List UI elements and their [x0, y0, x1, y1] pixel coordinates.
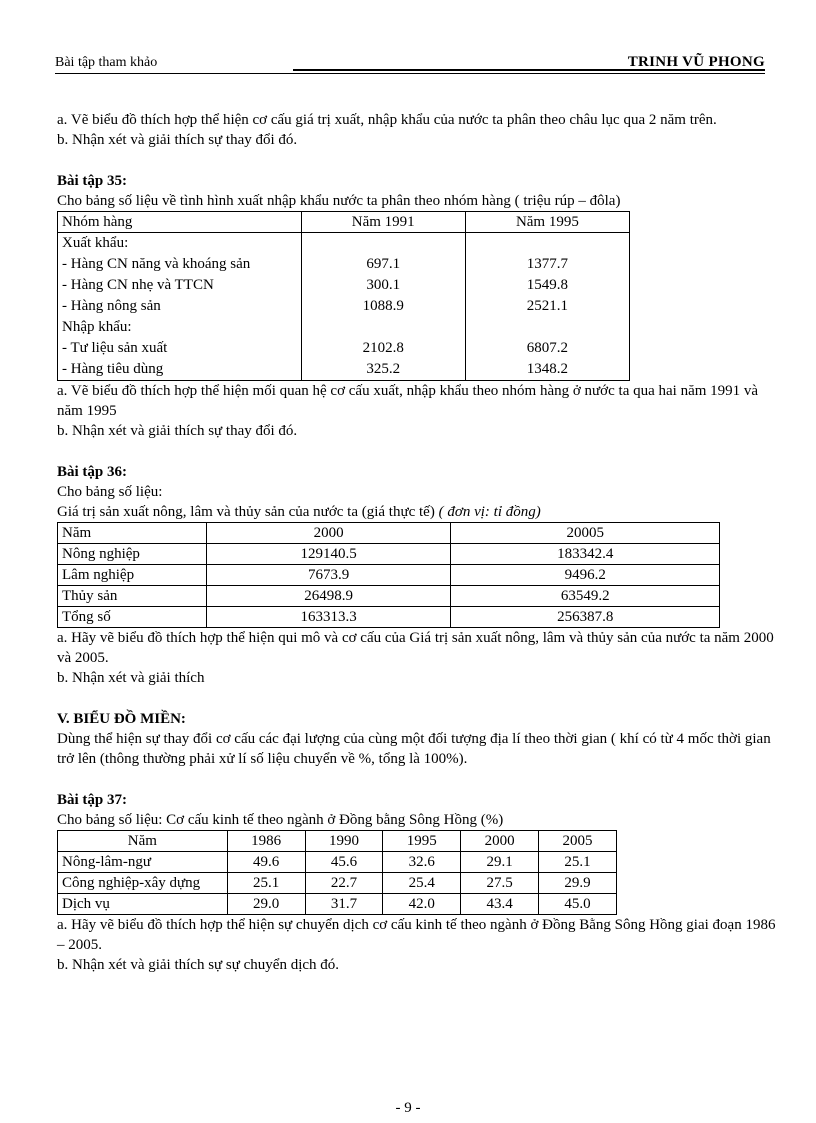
- table-header-cell: Nhóm hàng: [58, 212, 302, 233]
- ex36-table: [57, 522, 720, 628]
- ex35-group-labels: [58, 233, 302, 381]
- table-cell: Nhập khẩu:: [62, 319, 132, 335]
- table-row: [58, 565, 720, 586]
- table-header-cell: 1995: [383, 831, 461, 852]
- table-cell: 45.6: [305, 852, 383, 873]
- table-cell: 1348.2: [526, 361, 569, 377]
- ex36-title: Bài tập 36:: [57, 464, 128, 480]
- table-cell: Nông-lâm-ngư: [58, 852, 228, 873]
- table-cell: 1549.8: [526, 277, 569, 293]
- table-cell: 25.1: [227, 873, 305, 894]
- ex36-task-a: a. Hãy vẽ biểu đồ thích hợp thể hiện qui mô và cơ cấu của Giá trị sản xuất nông, lâm và thủy sản của nước ta năm 2000 và 2005.: [57, 630, 774, 666]
- table-header-cell: 2005: [539, 831, 617, 852]
- table-cell: 22.7: [305, 873, 383, 894]
- table-header-cell: Năm 1991: [301, 212, 465, 233]
- intro-task-a: a. Vẽ biểu đồ thích hợp thể hiện cơ cấu giá trị xuất, nhập khẩu của nước ta phân theo châu lục qua 2 năm trên.: [57, 112, 717, 128]
- table-cell: 256387.8: [451, 607, 720, 628]
- table-cell: Tổng số: [58, 607, 207, 628]
- section-5-description: Dùng thể hiện sự thay đổi cơ cấu các đại lượng của cùng một đối tượng địa lí theo thời gian ( khí có từ 4 mốc thời gian trở lên (thông thường phải xử lí số liệu chuyển về %, tổng là 100%).: [57, 731, 771, 767]
- table-cell: 43.4: [461, 894, 539, 915]
- ex35-values-1991: [301, 233, 465, 381]
- table-cell: - Hàng nông sản: [62, 298, 161, 314]
- table-cell: [306, 233, 461, 254]
- table-cell: 1088.9: [362, 298, 404, 314]
- table-header-cell: Năm: [58, 831, 228, 852]
- ex37-table: [57, 830, 617, 915]
- table-row: [58, 544, 720, 565]
- page-number: - 9 -: [395, 1100, 421, 1116]
- table-cell: Dịch vụ: [58, 894, 228, 915]
- table-cell: 29.1: [461, 852, 539, 873]
- ex35-description: Cho bảng số liệu về tình hình xuất nhập khẩu nước ta phân theo nhóm hàng ( triệu rúp – đôla): [57, 193, 621, 209]
- table-cell: 9496.2: [451, 565, 720, 586]
- table-cell: 325.2: [366, 361, 401, 377]
- table-cell: 1377.7: [526, 256, 569, 272]
- table-row: [58, 894, 617, 915]
- table-row: [58, 607, 720, 628]
- page-content: [57, 110, 777, 975]
- table-cell: 26498.9: [206, 586, 451, 607]
- intro-task-b: b. Nhận xét và giải thích sự thay đổi đó.: [57, 132, 298, 148]
- ex35-task-b: b. Nhận xét và giải thích sự thay đổi đó.: [57, 423, 298, 439]
- table-header-row: [58, 831, 617, 852]
- table-cell: 25.4: [383, 873, 461, 894]
- header-author: TRINH VŨ PHONG: [627, 54, 765, 70]
- ex36-intro: Cho bảng số liệu:: [57, 484, 163, 500]
- table-cell: [470, 233, 625, 254]
- table-cell: 2521.1: [526, 298, 569, 314]
- table-cell: 7673.9: [206, 565, 451, 586]
- table-cell: 45.0: [539, 894, 617, 915]
- header-rule-thin: [55, 73, 765, 74]
- table-cell: 42.0: [383, 894, 461, 915]
- table-cell: 163313.3: [206, 607, 451, 628]
- ex36-caption: [57, 502, 777, 522]
- table-cell: 6807.2: [526, 340, 569, 356]
- table-cell: 29.0: [227, 894, 305, 915]
- table-cell: Công nghiệp-xây dựng: [58, 873, 228, 894]
- table-row: [58, 586, 720, 607]
- table-header-row: [58, 523, 720, 544]
- ex36-caption-text: Giá trị sản xuất nông, lâm và thủy sản của nước ta (giá thực tế): [57, 504, 435, 520]
- table-cell: 25.1: [539, 852, 617, 873]
- table-cell: Lâm nghiệp: [58, 565, 207, 586]
- table-cell: - Hàng tiêu dùng: [62, 361, 164, 377]
- ex37-title: Bài tập 37:: [57, 792, 128, 808]
- ex35-task-a: a. Vẽ biểu đồ thích hợp thể hiện mối quan hệ cơ cấu xuất, nhập khẩu theo nhóm hàng ở nước ta qua hai năm 1991 và năm 1995: [57, 383, 759, 419]
- ex35-table: [57, 211, 630, 381]
- table-header-cell: 2000: [461, 831, 539, 852]
- table-header-cell: Năm: [58, 523, 207, 544]
- table-cell: 27.5: [461, 873, 539, 894]
- table-header-cell: Năm 1995: [465, 212, 629, 233]
- ex35-values-1995: [465, 233, 629, 381]
- table-cell: 29.9: [539, 873, 617, 894]
- table-cell: Thủy sản: [58, 586, 207, 607]
- table-cell: - Tư liệu sản xuất: [62, 340, 168, 356]
- ex36-task-b: b. Nhận xét và giải thích: [57, 670, 205, 686]
- table-cell: Xuất khẩu:: [62, 235, 129, 251]
- ex37-task-b: b. Nhận xét và giải thích sự sự chuyển dịch đó.: [57, 957, 340, 973]
- ex37-task-a: a. Hãy vẽ biểu đồ thích hợp thể hiện sự chuyển dịch cơ cấu kinh tế theo ngành ở Đồng Bằng Sông Hồng giai đoạn 1986 – 2005.: [57, 917, 776, 953]
- table-cell: - Hàng CN năng và khoáng sản: [62, 256, 251, 272]
- table-cell: [470, 317, 625, 338]
- ex35-title: Bài tập 35:: [57, 173, 128, 189]
- ex36-caption-unit: ( đơn vị: tỉ đồng): [438, 504, 541, 520]
- header-left-text: Bài tập tham khảo: [55, 55, 158, 70]
- table-cell: - Hàng CN nhẹ và TTCN: [62, 277, 214, 293]
- ex37-caption: Cho bảng số liệu: Cơ cấu kinh tế theo ngành ở Đồng bằng Sông Hồng (%): [57, 812, 504, 828]
- table-cell: [306, 317, 461, 338]
- table-row: [58, 873, 617, 894]
- page-header: [55, 52, 765, 74]
- table-cell: Nông nghiệp: [58, 544, 207, 565]
- table-cell: 2102.8: [362, 340, 404, 356]
- table-cell: 300.1: [366, 277, 401, 293]
- table-header-cell: 20005: [451, 523, 720, 544]
- table-cell: 49.6: [227, 852, 305, 873]
- table-header-cell: 1986: [227, 831, 305, 852]
- table-cell: 63549.2: [451, 586, 720, 607]
- table-header-cell: 1990: [305, 831, 383, 852]
- table-row: [58, 233, 630, 381]
- section-5-title: V. BIỂU ĐỒ MIỀN:: [57, 711, 186, 727]
- table-row: [58, 852, 617, 873]
- table-cell: 183342.4: [451, 544, 720, 565]
- table-cell: 32.6: [383, 852, 461, 873]
- header-rule-thick: [293, 69, 765, 71]
- table-cell: 31.7: [305, 894, 383, 915]
- table-header-row: [58, 212, 630, 233]
- table-header-cell: 2000: [206, 523, 451, 544]
- table-cell: 697.1: [366, 256, 401, 272]
- table-cell: 129140.5: [206, 544, 451, 565]
